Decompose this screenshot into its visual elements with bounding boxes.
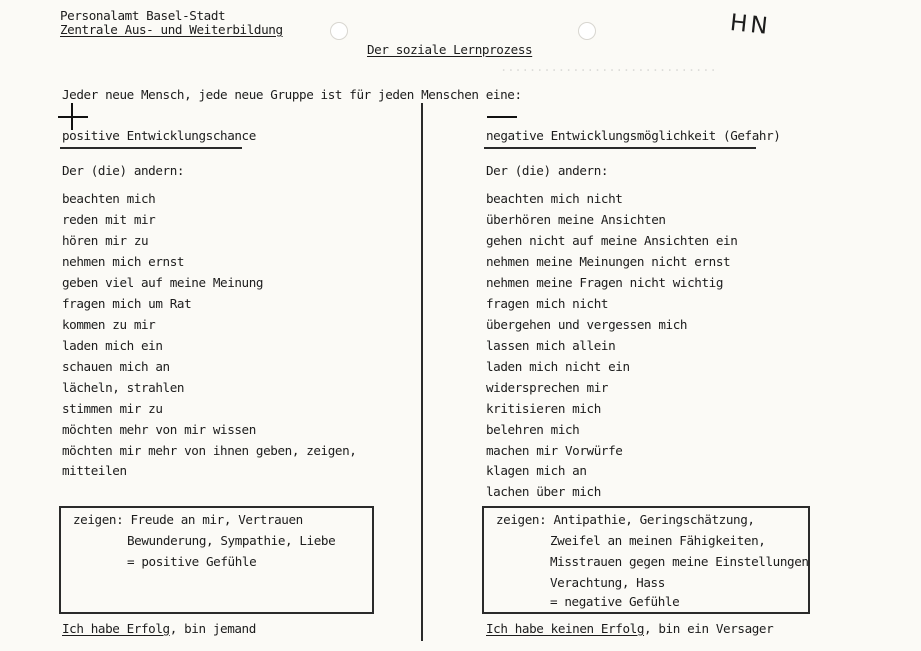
org-name: Personalamt Basel-Stadt [60,8,226,23]
negative-conclusion-rest: , bin ein Versager [644,621,774,636]
negative-box-line: Verachtung, Hass [550,575,665,590]
negative-item: gehen nicht auf meine Ansichten ein [486,233,738,248]
bleed-through-text: .............................. [500,60,717,74]
negative-item: überhören meine Ansichten [486,212,666,227]
negative-item: übergehen und vergessen mich [486,317,688,332]
negative-item: fragen mich nicht [486,296,609,311]
positive-item: reden mit mir [62,212,156,227]
negative-item: lassen mich allein [486,338,616,353]
positive-box-line: Bewunderung, Sympathie, Liebe [127,533,336,548]
negative-feelings-box [482,506,810,614]
negative-item: nehmen meine Meinungen nicht ernst [486,254,731,269]
column-divider [421,103,423,641]
negative-box-line: Misstrauen gegen meine Einstellungen [550,554,809,569]
positive-item: beachten mich [62,191,156,206]
positive-item: mitteilen [62,463,127,478]
positive-item: schauen mich an [62,359,170,374]
positive-box-line: zeigen: Freude an mir, Vertrauen [73,512,303,527]
positive-item: möchten mir mehr von ihnen geben, zeigen, [62,443,357,458]
negative-box-line: = negative Gefühle [550,594,680,609]
negative-item: nehmen meine Fragen nicht wichtig [486,275,724,290]
positive-item: kommen zu mir [62,317,156,332]
negative-box-line: Zweifel an meinen Fähigkeiten, [550,533,766,548]
punch-hole-left [330,22,348,40]
negative-box-line: zeigen: Antipathie, Geringschätzung, [496,512,755,527]
negative-heading-rule [484,147,756,149]
org-department: Zentrale Aus- und Weiterbildung [60,22,283,37]
negative-item: kritisieren mich [486,401,601,416]
positive-item: möchten mehr von mir wissen [62,422,256,437]
positive-heading-rule [60,147,242,149]
positive-box-line: = positive Gefühle [127,554,257,569]
minus-symbol [487,116,517,118]
negative-item: machen mir Vorwürfe [486,443,623,458]
positive-item: hören mir zu [62,233,149,248]
intro-sentence: Jeder neue Mensch, jede neue Gruppe ist für jeden Menschen eine: [62,87,522,102]
negative-heading: negative Entwicklungsmöglichkeit (Gefahr) [486,128,781,143]
handwritten-initials: HN [728,9,772,41]
positive-item: stimmen mir zu [62,401,163,416]
negative-lead: Der (die) andern: [486,163,609,178]
negative-item: laden mich nicht ein [486,359,630,374]
page-title: Der soziale Lernprozess [367,42,533,57]
positive-item: nehmen mich ernst [62,254,185,269]
positive-heading: positive Entwicklungschance [62,128,256,143]
positive-item: lächeln, strahlen [62,380,185,395]
negative-conclusion-underlined: Ich habe keinen Erfolg [486,621,645,636]
positive-item: laden mich ein [62,338,163,353]
negative-item: belehren mich [486,422,580,437]
punch-hole-right [578,22,596,40]
positive-conclusion-underlined: Ich habe Erfolg [62,621,170,636]
positive-lead: Der (die) andern: [62,163,185,178]
negative-item: klagen mich an [486,463,587,478]
negative-conclusion [486,621,773,636]
positive-conclusion [62,621,256,636]
negative-item: widersprechen mir [486,380,609,395]
negative-item: lachen über mich [486,484,601,499]
negative-item: beachten mich nicht [486,191,623,206]
positive-item: geben viel auf meine Meinung [62,275,264,290]
positive-item: fragen mich um Rat [62,296,192,311]
positive-conclusion-rest: , bin jemand [169,621,256,636]
positive-feelings-box [59,506,374,614]
